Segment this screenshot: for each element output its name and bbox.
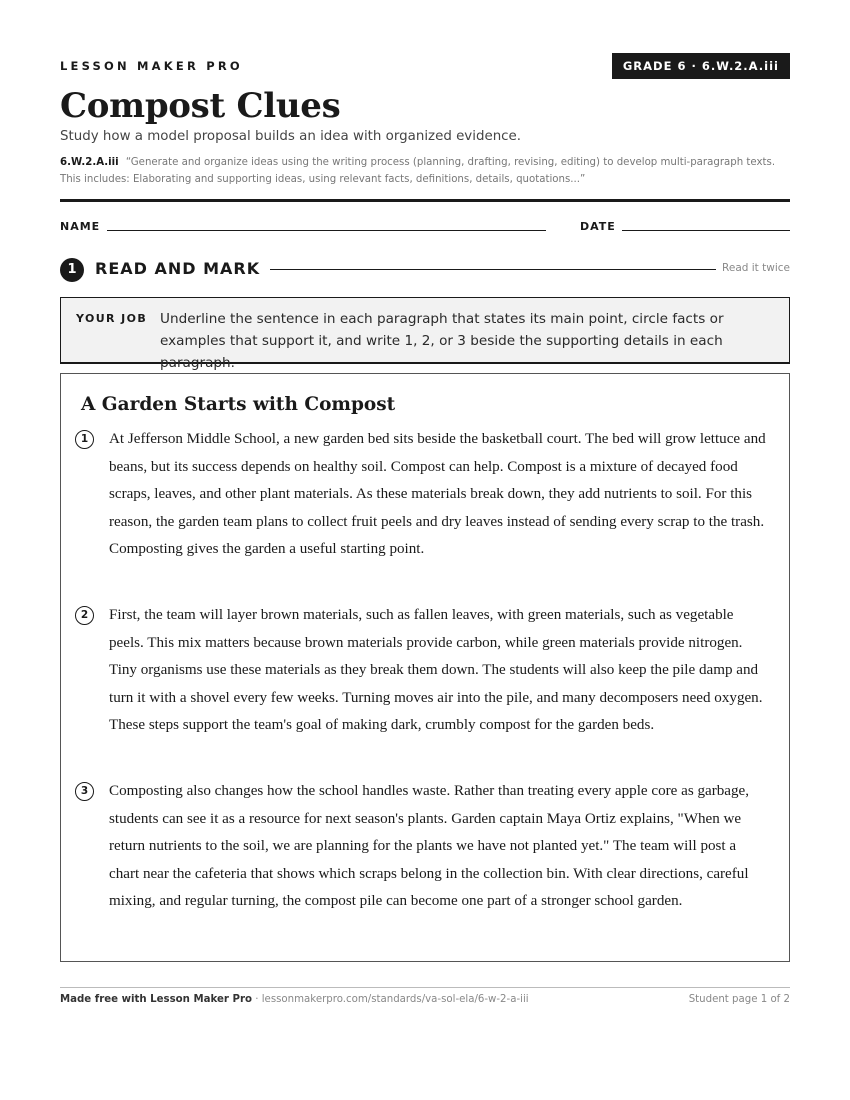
instructions-box (60, 297, 790, 371)
name-label: NAME (60, 220, 101, 233)
brand-name: LESSON MAKER PRO (60, 59, 243, 73)
footer (60, 994, 790, 1005)
reading-passage (60, 373, 790, 962)
paragraph-number: 2 (75, 606, 94, 625)
page-title: Compost Clues (60, 86, 341, 126)
section-note: Read it twice (722, 262, 790, 274)
footer-credit: Made free with Lesson Maker Pro (60, 994, 252, 1005)
section-number-badge: 1 (60, 258, 84, 282)
standard-code: 6.W.2.A.iii (60, 157, 119, 168)
section-divider (270, 269, 716, 270)
date-label: DATE (580, 220, 616, 233)
instructions-label: YOUR JOB (76, 312, 148, 325)
instructions-text: Underline the sentence in each paragraph that states its main point, circle facts or examples that support it, and write 1, 2, or 3 beside the supporting details in each paragraph. (160, 311, 724, 371)
page-subtitle: Study how a model proposal builds an idea with organized evidence. (60, 129, 522, 144)
footer-divider (60, 987, 790, 988)
paragraph: Composting also changes how the school handles waste. Rather than treating every apple core as garbage, students can see it as a resource for next season's plants. Garden captain Maya Ortiz explains, "When we return nutrients to the soil, we are planning for the plants we have not planted yet." The team will post a chart near the cafeteria that shows which scraps belong in the collection bin. With clear directions, careful mixing, and regular turning, the compost pile can become one part of a stronger school garden. (109, 783, 750, 910)
footer-url[interactable]: lessonmakerpro.com/standards/va-sol-ela/6-w-2-a-iii (261, 994, 529, 1005)
standard-text: “Generate and organize ideas using the writing process (planning, drafting, revising, editing) to develop multi-paragraph texts. This includes: Elaborating and supporting ideas, using relevant facts, definitions, details, quotations...” (60, 157, 776, 185)
section-header (60, 258, 790, 282)
header-divider (60, 199, 790, 202)
paragraph-number: 1 (75, 430, 94, 449)
name-date-row (60, 219, 790, 235)
grade-badge: GRADE 6 · 6.W.2.A.iii (612, 53, 790, 79)
passage-title: A Garden Starts with Compost (81, 394, 396, 415)
footer-separator: · (255, 994, 259, 1005)
page-number: Student page 1 of 2 (688, 994, 790, 1005)
name-field[interactable] (107, 230, 546, 231)
standard-description (60, 154, 790, 188)
section-title: READ AND MARK (95, 259, 261, 278)
paragraph-number: 3 (75, 782, 94, 801)
paragraph: First, the team will layer brown materials, such as fallen leaves, with green materials, such as vegetable peels. This mix matters because brown materials provide carbon, while green materials provide nitrogen. Tiny organisms use these materials as they break them down. The students will also keep the pile damp and turn it with a shovel every few weeks. Turning moves air into the pile, and many decomposers need oxygen. These steps support the team's goal of making dark, crumbly compost for the garden beds. (109, 607, 763, 734)
header-bar (60, 53, 790, 79)
paragraph: At Jefferson Middle School, a new garden bed sits beside the basketball court. The bed will grow lettuce and beans, but its success depends on healthy soil. Compost can help. Compost is a mixture of decayed food scraps, leaves, and other plant materials. As these materials break down, they add nutrients to soil. For this reason, the garden team plans to collect fruit peels and dry leaves instead of sending every scrap to the trash. Composting gives the garden a useful starting point. (109, 431, 766, 558)
date-field[interactable] (622, 230, 790, 231)
